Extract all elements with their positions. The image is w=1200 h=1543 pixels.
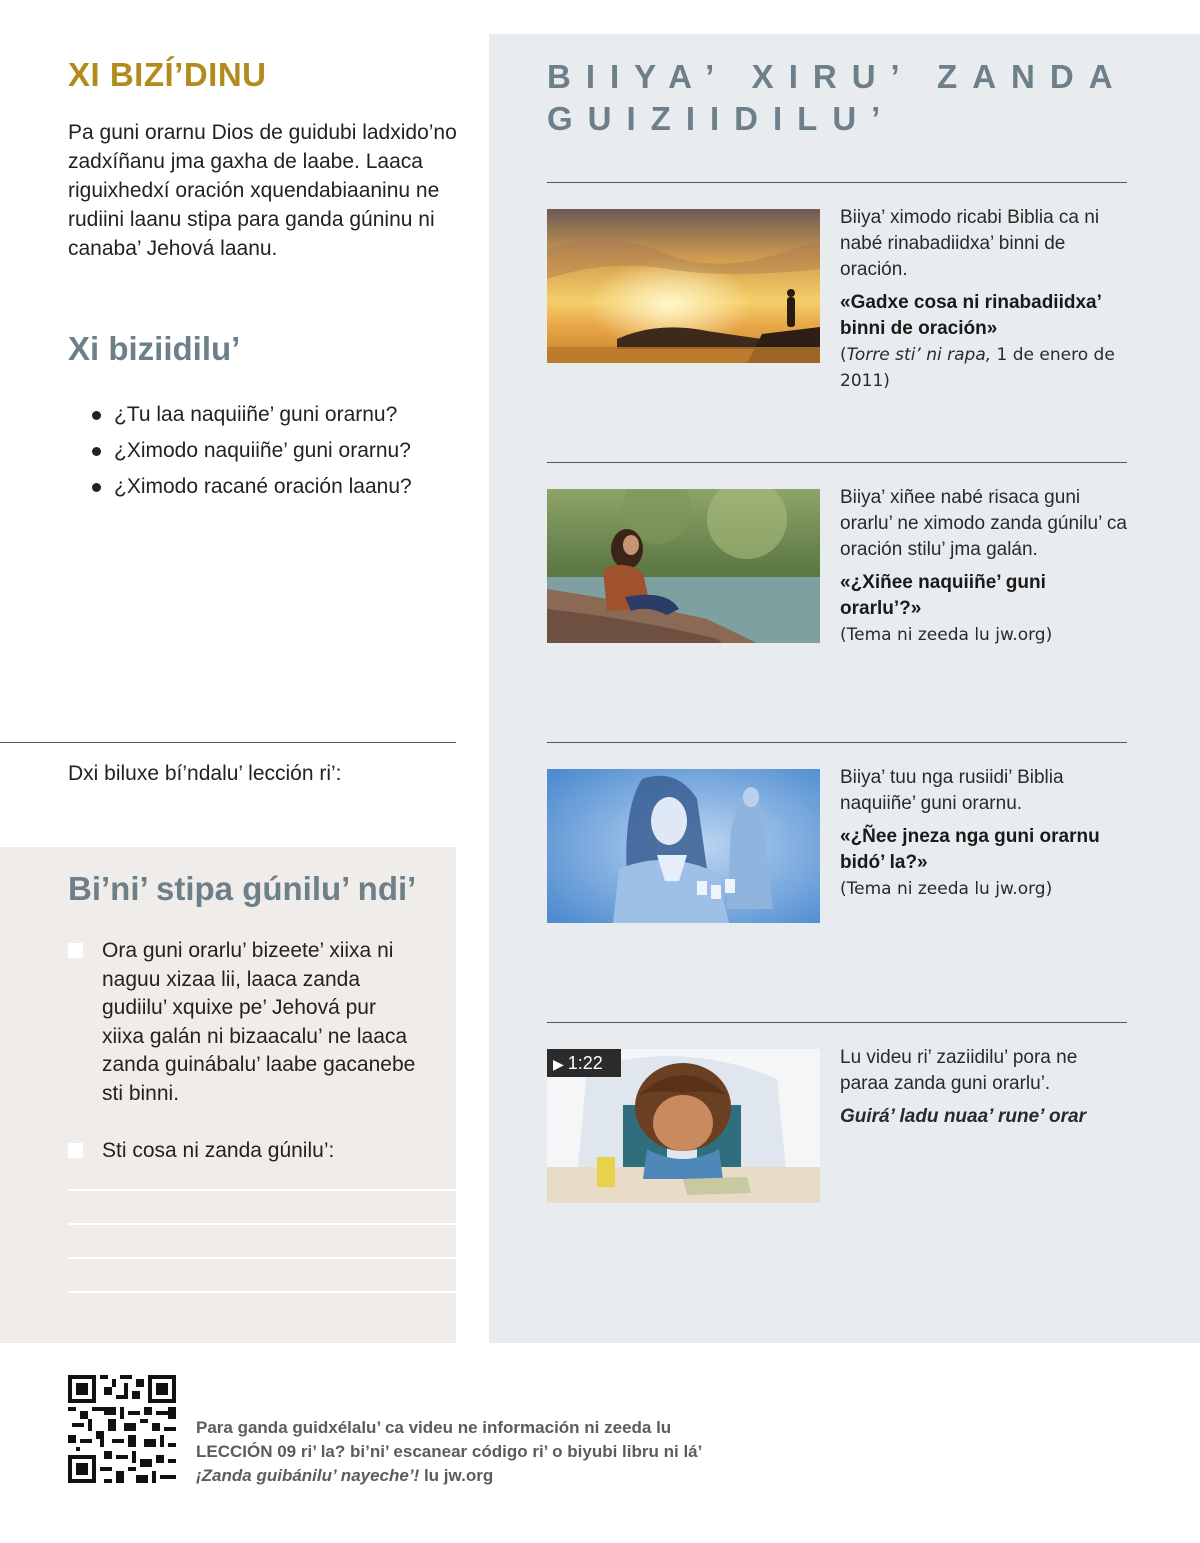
- article-link[interactable]: «¿Xiñee naquiiñe’ guni orarlu’?»: [840, 572, 1046, 619]
- entry-source: (Tema ni zeeda lu jw.org): [840, 879, 1053, 899]
- boy-praying-video-thumbnail[interactable]: [547, 1049, 820, 1203]
- divider: [547, 742, 1127, 743]
- write-in-line[interactable]: [68, 1257, 456, 1259]
- entry-description: Biiya’ ximodo ricabi Biblia ca ni nabé rinabadiidxa’ binni de oración.: [840, 207, 1100, 280]
- write-in-line[interactable]: [68, 1291, 456, 1293]
- divider: [0, 742, 456, 743]
- footer-note: Para ganda guidxélalu’ ca videu ne información ni zeeda lu LECCIÓN 09 ri’ la? bi’ni’ escanear código ri’ o biyubi libru ni lá’ ¡Zanda guibánilu’ nayeche’! lu jw.org: [196, 1418, 702, 1485]
- goal-item: [68, 1137, 422, 1166]
- summary-paragraph: Pa guni orarnu Dios de guidubi ladxido’no zadxíñanu jma gaxha de laabe. Laaca riguixhedxí oración xquendabiaaninu ne rudiini laanu stipa para ganda gúninu ni canaba’ Jehová laanu.: [68, 121, 457, 260]
- divider: [547, 182, 1127, 183]
- checkbox[interactable]: [68, 1143, 83, 1158]
- resource-entry-1: [840, 205, 1130, 394]
- goals-heading: Bi’ni’ stipa gúnilu’ ndi’: [68, 870, 417, 907]
- list-item: ¿Ximodo naquiiñe’ guni orarnu?: [92, 433, 412, 469]
- divider: [547, 1022, 1127, 1023]
- entry-description: Biiya’ xiñee nabé risaca guni orarlu’ ne ximodo zanda gúnilu’ ca oración stilu’ jma galán.: [840, 487, 1127, 560]
- woman-praying-lake-image[interactable]: [547, 489, 820, 643]
- resource-entry-2: [840, 485, 1130, 648]
- play-icon: ▶: [553, 1056, 564, 1072]
- list-item: ¿Tu laa naquiiñe’ guni orarnu?: [92, 397, 412, 433]
- goal-item: [68, 937, 422, 1108]
- resource-entry-4: [840, 1045, 1130, 1130]
- goal-text: Ora guni orarlu’ bizeete’ xiixa ni naguu xizaa lii, laaca zanda gudiilu’ xquixe pe’ Jehová pur xiixa galán ni bizaacalu’ ne laaca zanda guinábalu’ laabe gacanebe sti binni.: [102, 939, 416, 1105]
- video-link[interactable]: Guirá’ ladu nuaa’ rune’ orar: [840, 1106, 1086, 1127]
- video-duration-badge[interactable]: ▶ 1:22: [547, 1049, 621, 1077]
- resources-heading: BIIYA’ XIRU’ ZANDA GUIZIIDILU’: [547, 58, 1127, 137]
- divider: [547, 462, 1127, 463]
- article-link[interactable]: «¿Ñee jneza nga guni orarnu bidó’ la?»: [840, 826, 1100, 873]
- woman-praying-statue-image[interactable]: [547, 769, 820, 923]
- completion-date-label: Dxi biluxe bí’ndalu’ lección ri’:: [68, 762, 342, 785]
- write-in-line[interactable]: [68, 1223, 456, 1225]
- entry-description: Lu videu ri’ zaziidilu’ pora ne paraa zanda guni orarlu’.: [840, 1047, 1078, 1094]
- summary-heading: XI BIZÍ’DINU: [68, 56, 267, 93]
- entry-description: Biiya’ tuu nga rusiidi’ Biblia naquiiñe’ guni orarnu.: [840, 767, 1064, 814]
- sunset-shore-image[interactable]: [547, 209, 820, 363]
- entry-source: (Torre sti’ ni rapa, 1 de enero de 2011): [840, 345, 1115, 391]
- review-questions: [92, 397, 412, 505]
- entry-source: (Tema ni zeeda lu jw.org): [840, 625, 1053, 645]
- checkbox[interactable]: [68, 943, 83, 958]
- goal-text: Sti cosa ni zanda gúnilu’:: [102, 1139, 335, 1162]
- write-in-line[interactable]: [68, 1189, 456, 1191]
- qr-code-icon[interactable]: [68, 1375, 176, 1483]
- list-item: ¿Ximodo racané oración laanu?: [92, 469, 412, 505]
- article-link[interactable]: «Gadxe cosa ni rinabadiidxa’ binni de oración»: [840, 292, 1101, 339]
- resource-entry-3: [840, 765, 1130, 902]
- review-heading: Xi biziidilu’: [68, 330, 241, 367]
